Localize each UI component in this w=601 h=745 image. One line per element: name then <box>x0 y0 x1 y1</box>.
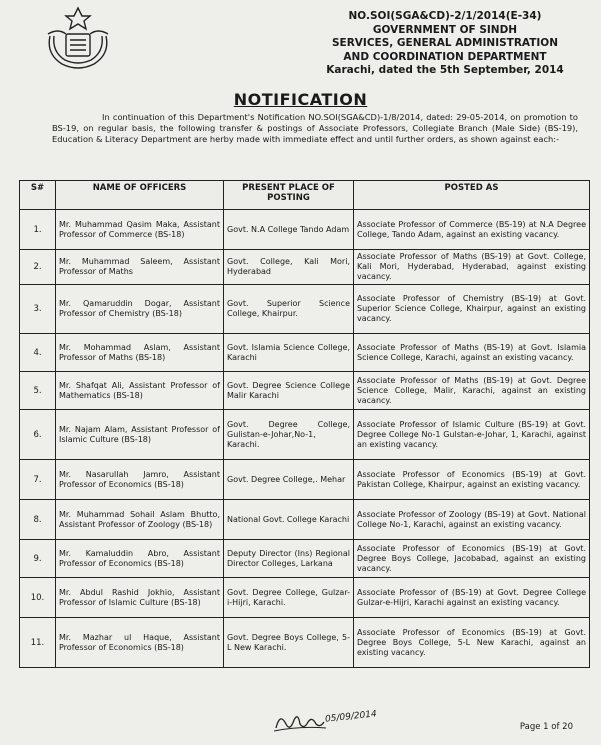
serial-number: 2. <box>20 250 56 285</box>
department-line-1: SERVICES, GENERAL ADMINISTRATION <box>331 37 559 49</box>
posted-as: Associate Professor of Economics (BS-19) at Govt. Degree Boys College, 5-L New Karachi, against an existing vacancy. <box>354 618 590 668</box>
table-row <box>20 618 590 668</box>
present-place: Govt. Degree Science College Malir Karachi <box>224 372 354 410</box>
present-place: Govt. Islamia Science College, Karachi <box>224 334 354 372</box>
present-place: Govt. Degree College,. Mehar <box>224 460 354 500</box>
department-line-2: AND COORDINATION DEPARTMENT <box>343 50 547 63</box>
officer-name: Mr. Qamaruddin Dogar, Assistant Professor of Chemistry (BS-18) <box>56 285 224 334</box>
officer-name: Mr. Shafqat Ali, Assistant Professor of Mathematics (BS-18) <box>56 372 224 410</box>
reference-number: NO.SOI(SGA&CD)-2/1/2014(E-34) <box>348 10 542 22</box>
serial-number: 1. <box>20 210 56 250</box>
header-name: NAME OF OFFICERS <box>56 181 224 210</box>
table-row <box>20 285 590 334</box>
officer-name: Mr. Najam Alam, Assistant Professor of Islamic Culture (BS-18) <box>56 410 224 460</box>
page-number: Page 1 of 20 <box>519 722 573 732</box>
posted-as: Associate Professor of Maths (BS-19) at Govt. Islamia Science College, Karachi, against an existing vacancy. <box>354 334 590 372</box>
serial-number: 5. <box>20 372 56 410</box>
present-place: Govt. Degree College, Gulistan-e-Johar,No-1, Karachi. <box>224 410 354 460</box>
table-row <box>20 460 590 500</box>
government-name: GOVERNMENT OF SINDH <box>372 23 518 36</box>
posted-as: Associate Professor of Maths (BS-19) at Govt. Degree Science College, Malir, Karachi, against an existing vacancy. <box>354 372 590 410</box>
serial-number: 6. <box>20 410 56 460</box>
officer-name: Mr. Nasarullah Jamro, Assistant Professor of Economics (BS-18) <box>56 460 224 500</box>
posted-as: Associate Professor of Zoology (BS-19) at Govt. National College No-1, Karachi, against an existing vacancy. <box>354 500 590 540</box>
present-place: Govt. N.A College Tando Adam <box>224 210 354 250</box>
table-row <box>20 578 590 618</box>
serial-number: 11. <box>20 618 56 668</box>
table-row <box>20 410 590 460</box>
officer-name: Mr. Muhammad Qasim Maka, Assistant Professor of Commerce (BS-18) <box>56 210 224 250</box>
posted-as: Associate Professor of Chemistry (BS-19) at Govt. Superior Science College, Khairpur, against an existing vacancy. <box>354 285 590 334</box>
officer-name: Mr. Kamaluddin Abro, Assistant Professor of Economics (BS-18) <box>56 540 224 578</box>
letterhead <box>300 10 590 78</box>
serial-number: 9. <box>20 540 56 578</box>
government-seal-icon <box>38 6 118 72</box>
header-posted-as: POSTED AS <box>354 181 590 210</box>
serial-number: 7. <box>20 460 56 500</box>
posted-as: Associate Professor of (BS-19) at Govt. Degree College Gulzar-e-Hijri, Karachi against an existing vacancy. <box>354 578 590 618</box>
officer-name: Mr. Muhammad Sohail Aslam Bhutto, Assistant Professor of Zoology (BS-18) <box>56 500 224 540</box>
officer-name: Mr. Muhammad Saleem, Assistant Professor of Maths <box>56 250 224 285</box>
serial-number: 4. <box>20 334 56 372</box>
posted-as: Associate Professor of Economics (BS-19) at Govt. Pakistan College, Khairpur, against an existing vacancy. <box>354 460 590 500</box>
signature-date: 05/09/2014 <box>324 709 378 725</box>
serial-number: 8. <box>20 500 56 540</box>
table-row <box>20 334 590 372</box>
place-and-date: Karachi, dated the 5th September, 2014 <box>326 64 564 76</box>
table-row <box>20 500 590 540</box>
officer-name: Mr. Mohammad Aslam, Assistant Professor of Maths (BS-18) <box>56 334 224 372</box>
table-row <box>20 540 590 578</box>
present-place: Govt. Degree Boys College, 5-L New Karachi. <box>224 618 354 668</box>
table-row <box>20 210 590 250</box>
posted-as: Associate Professor of Islamic Culture (BS-19) at Govt. Degree College No-1 Gulstan-e-Johar, 1, Karachi, against an existing vacancy. <box>354 410 590 460</box>
table-header-row <box>20 181 590 210</box>
intro-paragraph: In continuation of this Department's Notification NO.SOI(SGA&CD)-1/8/2014, dated: 29-05-2014, on promotion to BS-19, on regular basis, the following transfer & postings of Associate Professors, Collegiate Branch (Male Side) (BS-19), Education & Literacy Department are herby made with immediate effect and until further orders, as shown against each:- <box>52 112 578 144</box>
officer-name: Mr. Abdul Rashid Jokhio, Assistant Professor of Islamic Culture (BS-18) <box>56 578 224 618</box>
posted-as: Associate Professor of Maths (BS-19) at Govt. College, Kali Mori, Hyderabad, Hyderabad, against existing vacancy. <box>354 250 590 285</box>
present-place: Deputy Director (Ins) Regional Director Colleges, Larkana <box>224 540 354 578</box>
posted-as: Associate Professor of Commerce (BS-19) at N.A Degree College, Tando Adam, against an existing vacancy. <box>354 210 590 250</box>
header-sno: S# <box>20 181 56 210</box>
present-place: National Govt. College Karachi <box>224 500 354 540</box>
present-place: Govt. Superior Science College, Khairpur. <box>224 285 354 334</box>
officer-name: Mr. Mazhar ul Haque, Assistant Professor of Economics (BS-18) <box>56 618 224 668</box>
serial-number: 3. <box>20 285 56 334</box>
present-place: Govt. College, Kali Mori, Hyderabad <box>224 250 354 285</box>
postings-table <box>19 180 590 668</box>
header-present-place: PRESENT PLACE OF POSTING <box>224 181 354 210</box>
posted-as: Associate Professor of Economics (BS-19) at Govt. Degree Boys College, Jacobabad, against an existing vacancy. <box>354 540 590 578</box>
table-row <box>20 372 590 410</box>
serial-number: 10. <box>20 578 56 618</box>
table-row <box>20 250 590 285</box>
present-place: Govt. Degree College, Gulzar-i-Hijri, Karachi. <box>224 578 354 618</box>
notification-title: NOTIFICATION <box>233 90 368 109</box>
